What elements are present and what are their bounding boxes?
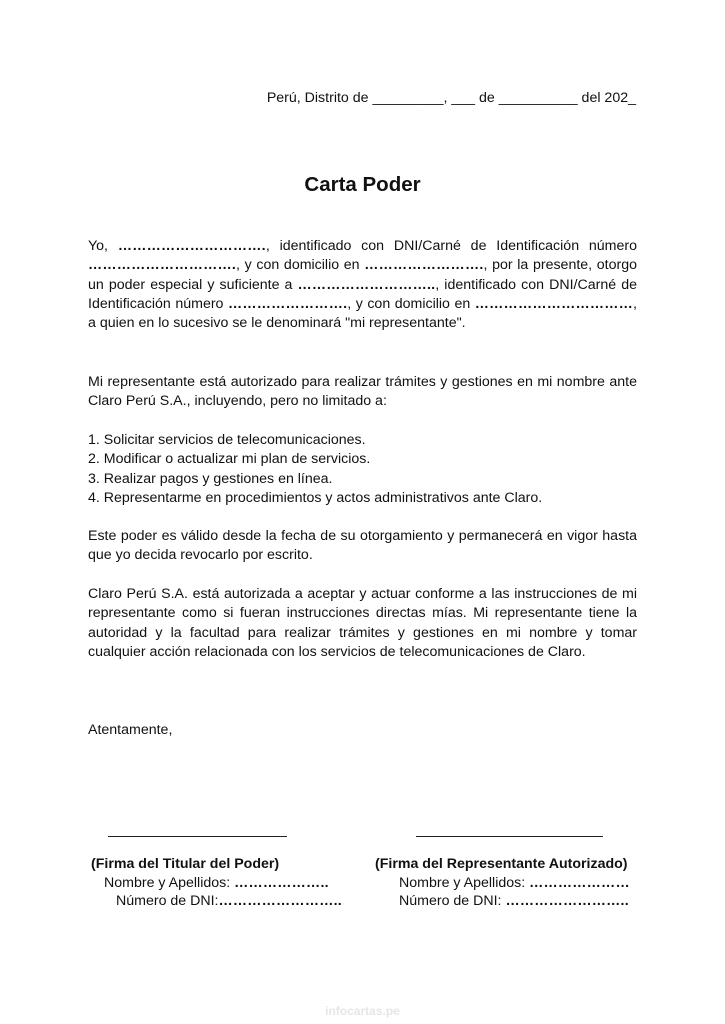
paragraph-grant-of-power	[88, 237, 637, 333]
blank-representative-dni: …………………….	[227, 295, 348, 312]
dni-blank: ……………………..	[505, 893, 629, 909]
dni-label: Número de DNI:	[399, 893, 506, 909]
closing-salutation: Atentamente,	[88, 722, 173, 738]
date-line: Perú, Distrito de _________, ___ de __________ del 202_	[266, 90, 636, 106]
signature-heading: (Firma del Titular del Poder)	[91, 856, 280, 872]
blank-grantor-address: …………………….	[364, 257, 484, 274]
signature-heading: (Firma del Representante Autorizado)	[375, 856, 628, 872]
paragraph-validity: Este poder es válido desde la fecha de su otorgamiento y permanecerá en vigor hasta que yo decida revocarlo por escrito.	[88, 528, 637, 564]
list-item: 4. Representarme en procedimientos y actos administrativos ante Claro.	[88, 489, 543, 506]
blank-representative-name: ………………………..	[297, 276, 436, 293]
signature-name-row	[375, 874, 630, 893]
list-item: 2. Modificar o actualizar mi plan de servicios.	[88, 451, 371, 468]
list-item: 1. Solicitar servicios de telecomunicaciones.	[88, 432, 366, 448]
signature-block-representative	[375, 855, 630, 911]
text-segment: , por la presente, otorgo un poder especial y suficiente a	[88, 257, 638, 293]
paragraph-claro-authorization: Claro Perú S.A. está autorizada a aceptar y actuar conforme a las instrucciones de mi representante como si fueran instrucciones directas mías. Mi representante tiene la autoridad y la facultad para realizar trámites y gestiones en mi nombre y tomar cualquier acción relacionada con los servicios de telecomunicaciones de Claro.	[88, 586, 637, 660]
signature-line-grantor	[108, 836, 287, 837]
list-item: 3. Realizar pagos y gestiones en línea.	[88, 470, 333, 487]
name-blank: ………………..	[234, 874, 329, 891]
signature-block-grantor	[91, 855, 342, 911]
text-segment: , y con domicilio en	[347, 295, 475, 312]
text-segment: , y con domicilio en	[236, 257, 365, 274]
signature-dni-row	[375, 892, 630, 911]
text-segment: , a quien en lo sucesivo se le denominará "mi representante".	[88, 295, 637, 332]
text-segment: Yo,	[88, 238, 118, 254]
blank-grantor-dni: ………………………….	[88, 257, 237, 274]
watermark: infocartas.pe	[325, 1004, 400, 1018]
blank-representative-address: ……………………………	[474, 295, 634, 312]
name-label: Nombre y Apellidos:	[399, 874, 530, 891]
signature-line-representative	[416, 836, 603, 837]
dni-blank: ……………………..	[218, 893, 342, 909]
name-blank: …………………	[529, 874, 630, 891]
blank-grantor-name: ………………………….	[117, 238, 266, 254]
document-title: Carta Poder	[304, 173, 421, 196]
authorization-list	[88, 431, 637, 508]
signature-name-row	[91, 874, 342, 893]
signature-dni-row	[91, 892, 342, 911]
dni-label: Número de DNI:	[116, 893, 219, 909]
text-segment: , identificado con DNI/Carné de Identificación número	[88, 276, 637, 312]
text-segment: , identificado con DNI/Carné de Identificación número	[265, 238, 637, 254]
name-label: Nombre y Apellidos:	[104, 874, 235, 891]
paragraph-authorization: Mi representante está autorizado para realizar trámites y gestiones en mi nombre ante Claro Perú S.A., incluyendo, pero no limitado a:	[88, 374, 637, 410]
